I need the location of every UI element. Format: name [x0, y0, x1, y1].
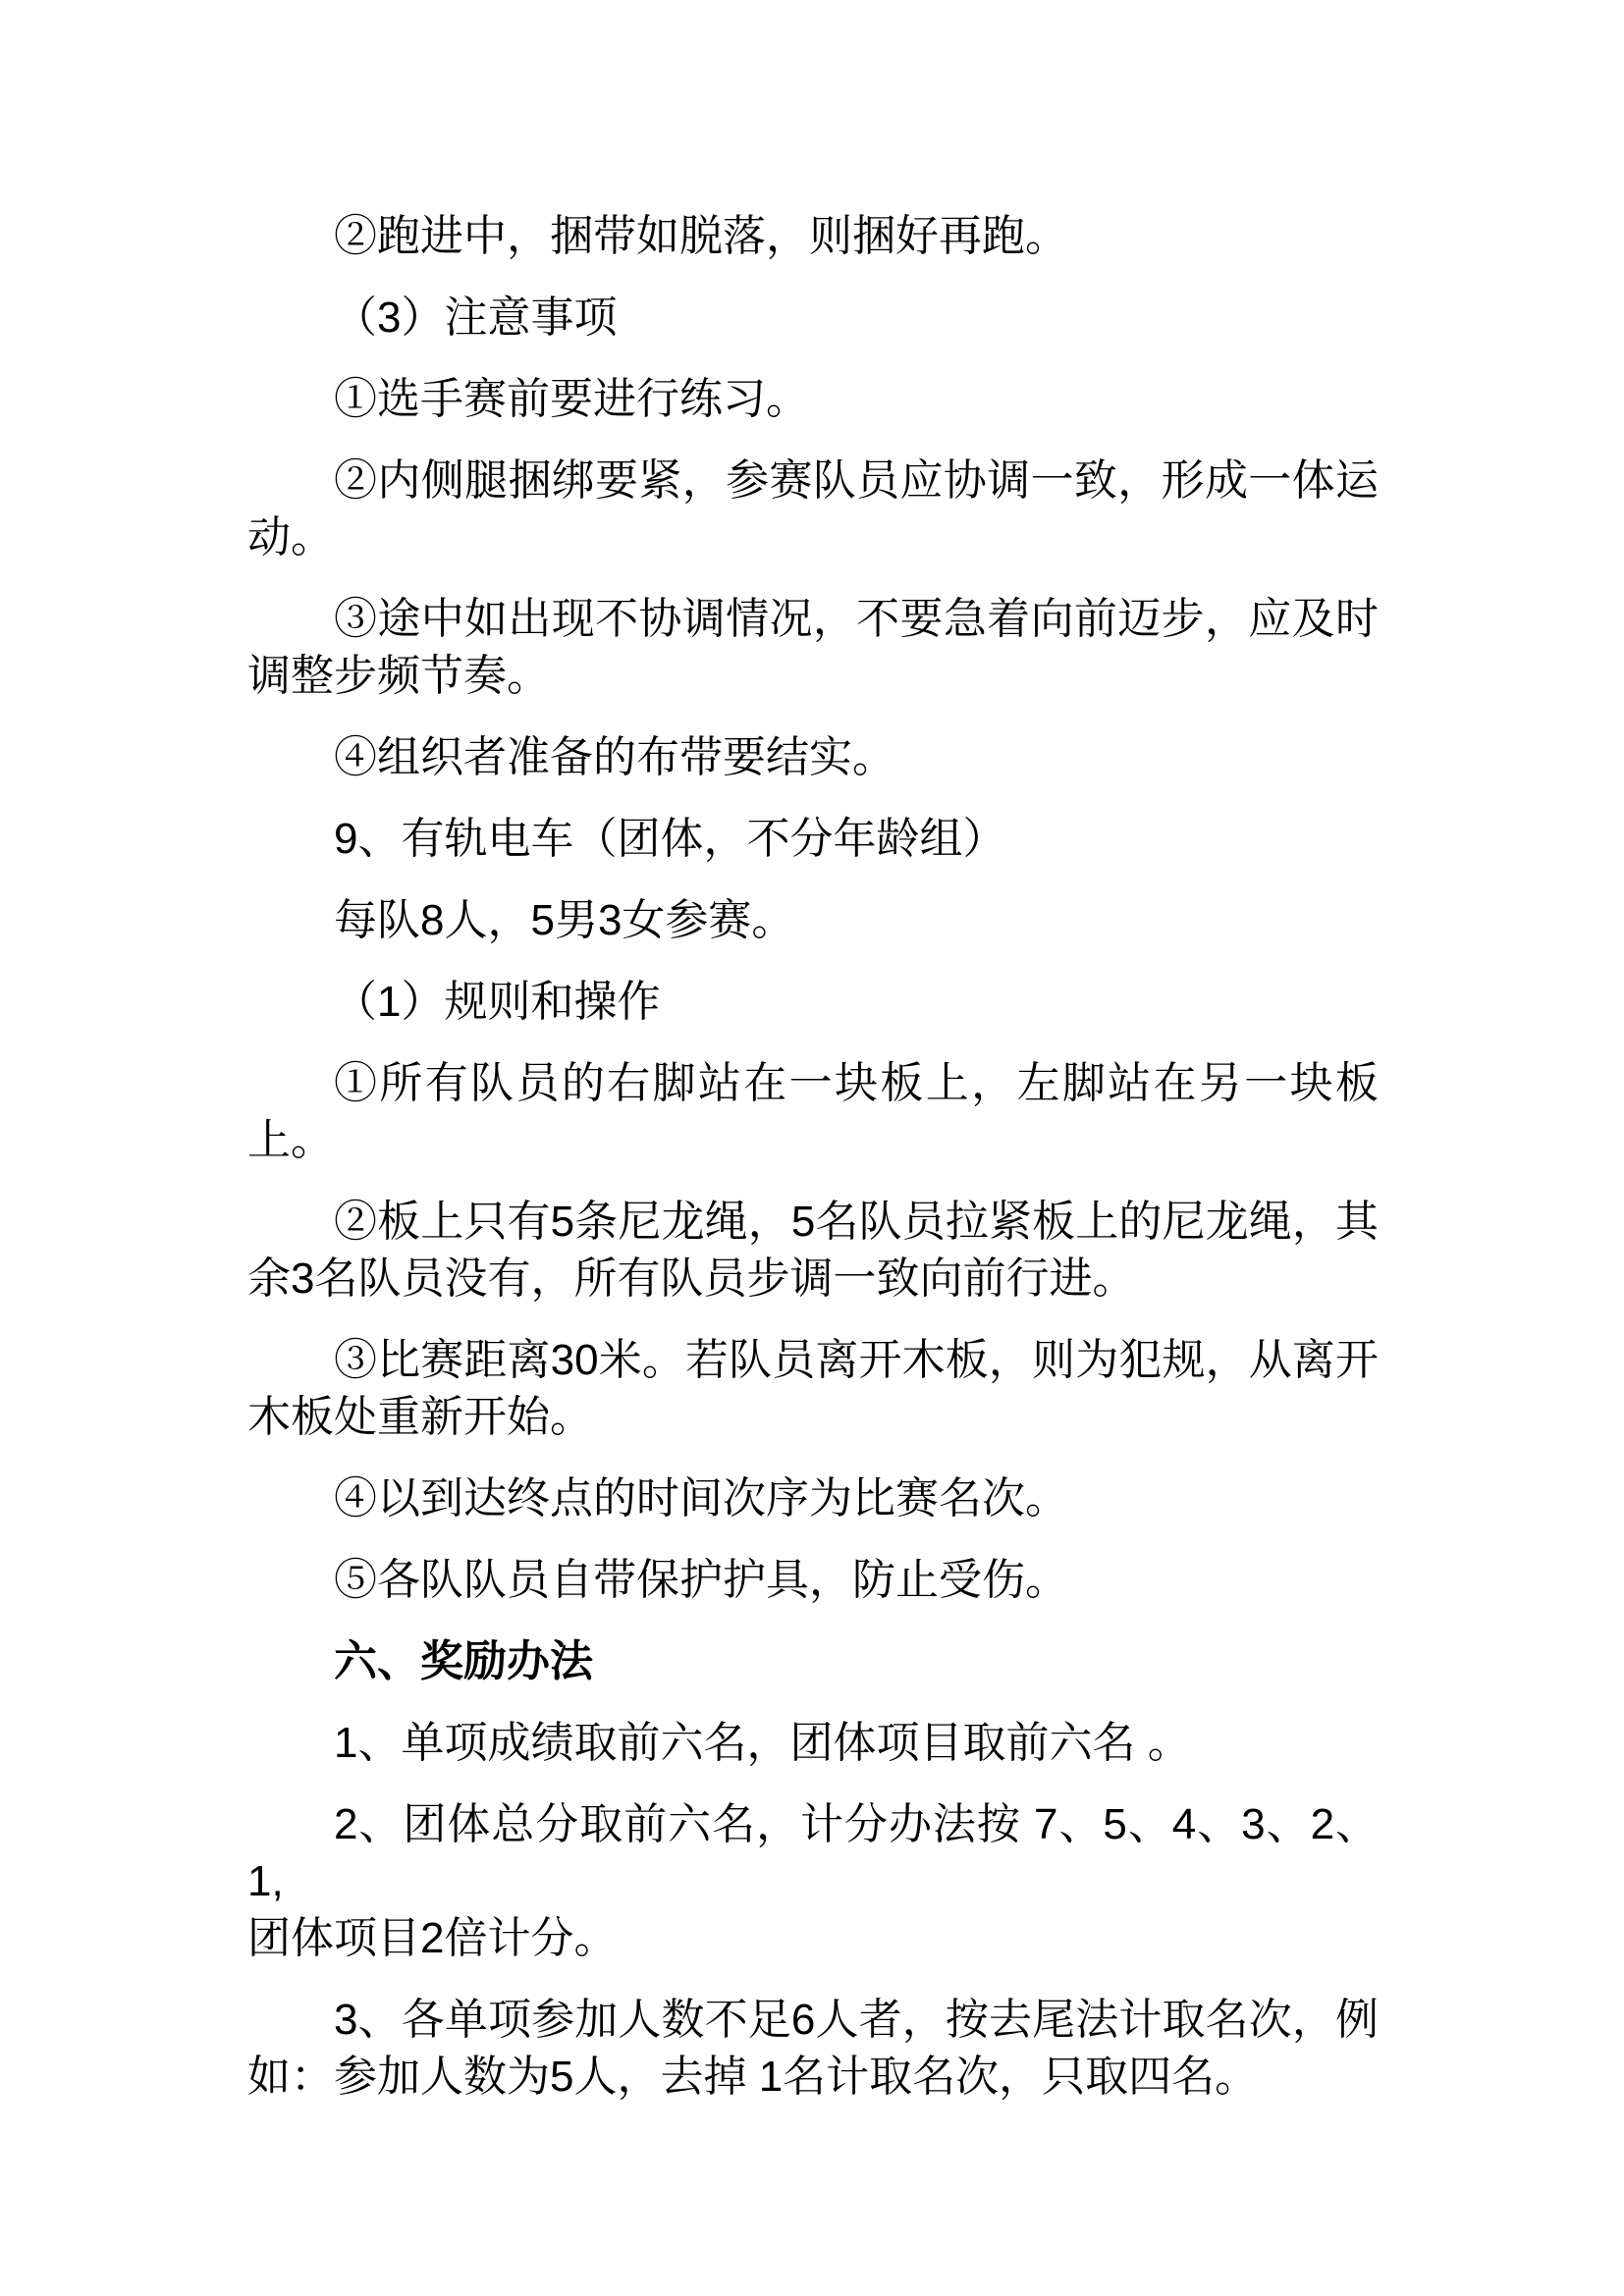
paragraph: [247, 811, 1379, 868]
text-line: 动。: [247, 513, 334, 561]
text-line: ③比赛距离30米。若队员离开木板，则为犯规，从离开: [334, 1336, 1379, 1384]
document-content: [247, 208, 1379, 2130]
text-line: ②内侧腿捆绑要紧，参赛队员应协调一致，形成一体运: [334, 456, 1379, 505]
text-line: 每队8人，5男3女参赛。: [334, 896, 795, 944]
paragraph: [247, 591, 1379, 705]
text-line: ⑤各队队员自带保护护具，防止受伤。: [334, 1556, 1068, 1604]
text-line: ②跑进中，捆带如脱落，则捆好再跑。: [334, 212, 1068, 260]
text-line: 2、团体总分取前六名，计分办法按 7、5、4、3、2、1,: [247, 1800, 1380, 1905]
paragraph: [247, 729, 1379, 786]
text-line: 9、有轨电车（团体，不分年龄组）: [334, 815, 1006, 863]
paragraph: [247, 1332, 1379, 1446]
text-line: ③途中如出现不协调情况，不要急着向前迈步，应及时: [334, 595, 1379, 643]
text-line: 上。: [247, 1116, 334, 1164]
text-line: ④以到达终点的时间次序为比赛名次。: [334, 1474, 1068, 1522]
text-line: 六、奖励办法: [334, 1637, 593, 1685]
paragraph: [247, 1470, 1379, 1527]
text-line: 余3名队员没有，所有队员步调一致向前行进。: [247, 1255, 1136, 1303]
paragraph: [247, 974, 1379, 1031]
text-line: （3）注意事项: [334, 294, 618, 342]
text-line: 木板处重新开始。: [247, 1393, 593, 1441]
text-line: ②板上只有5条尼龙绳，5名队员拉紧板上的尼龙绳，其: [334, 1198, 1379, 1246]
text-line: 如：参加人数为5人，去掉 1名计取名次，只取四名。: [247, 2053, 1259, 2101]
paragraph: [247, 371, 1379, 428]
text-line: ①所有队员的右脚站在一块板上，左脚站在另一块板: [334, 1059, 1379, 1107]
paragraph: [247, 208, 1379, 265]
text-line: 调整步频节奏。: [247, 652, 550, 700]
text-line: 3、各单项参加人数不足6人者，按去尾法计取名次，例: [334, 1996, 1379, 2044]
text-line: ④组织者准备的布带要结实。: [334, 733, 895, 781]
text-line: （1）规则和操作: [334, 978, 661, 1026]
paragraph: [247, 1194, 1379, 1308]
text-line: 1、单项成绩取前六名，团体项目取前六名 。: [334, 1719, 1191, 1767]
paragraph: [247, 1796, 1379, 1967]
paragraph: [247, 290, 1379, 347]
paragraph: [247, 1715, 1379, 1772]
paragraph: [247, 1055, 1379, 1169]
paragraph: [247, 1552, 1379, 1609]
paragraph: [247, 1992, 1379, 2106]
paragraph: [247, 892, 1379, 949]
section-heading: [247, 1633, 1379, 1690]
paragraph: [247, 453, 1379, 566]
text-line: ①选手赛前要进行练习。: [334, 375, 809, 423]
text-line: 团体项目2倍计分。: [247, 1914, 618, 1962]
